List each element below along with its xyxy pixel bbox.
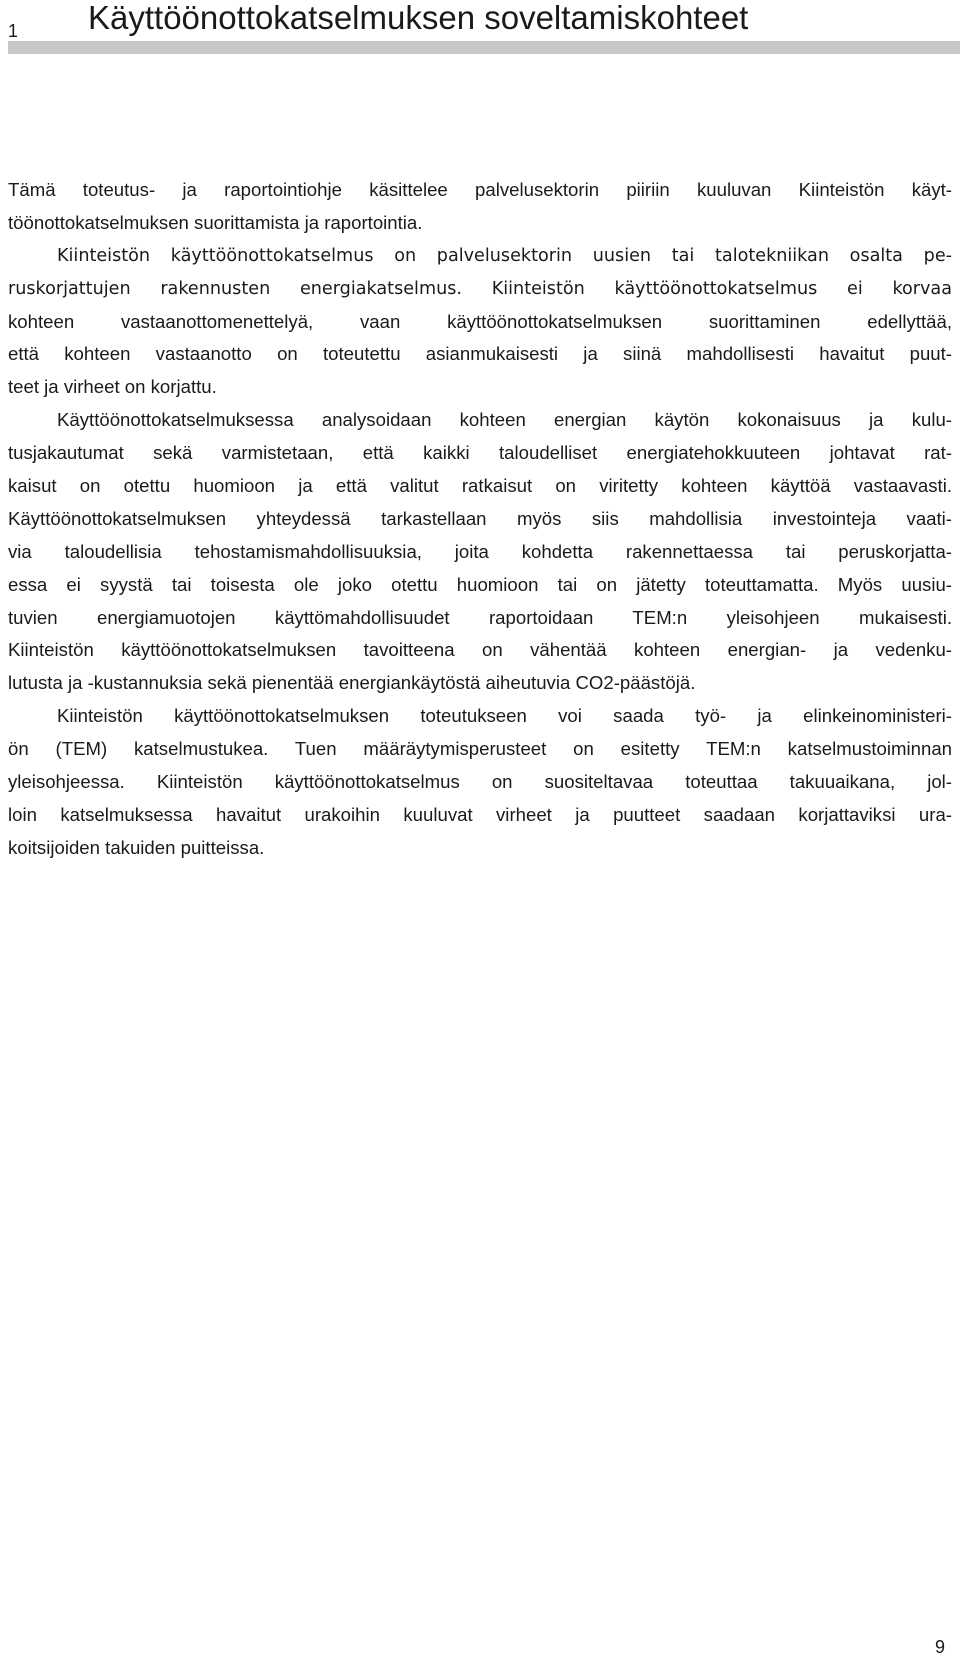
- text-line: Kiinteistön käyttöönottokatselmuksen toteutukseen voi saada työ- ja elinkeinoministeri-: [57, 705, 952, 727]
- text-line: Kiinteistön käyttöönottokatselmus on palvelusektorin uusien tai talotekniikan osalta pe-: [57, 245, 952, 266]
- text-line: Kiinteistön käyttöönottokatselmuksen tavoitteena on vähentää kohteen energian- ja vedenku-: [8, 639, 952, 661]
- text-line: Käyttöönottokatselmuksen yhteydessä tarkastellaan myös siis mahdollisia investointeja vaati-: [8, 507, 952, 529]
- text-line: teet ja virheet on korjattu.: [8, 376, 217, 398]
- text-line: essa ei syystä tai toisesta ole joko otettu huomioon tai on jätetty toteuttamatta. Myös uusiu-: [8, 573, 952, 595]
- text-line: että kohteen vastaanotto on toteutettu asianmukaisesti ja siinä mahdollisesti havaitut puut-: [8, 343, 952, 365]
- text-line: Käyttöönottokatselmuksessa analysoidaan kohteen energian käytön kokonaisuus ja kulu-: [57, 409, 952, 431]
- text-line: koitsijoiden takuiden puitteissa.: [8, 836, 265, 858]
- section-number: 1: [8, 21, 19, 41]
- text-line: loin katselmuksessa havaitut urakoihin kuuluvat virheet ja puutteet saadaan korjattaviksi ura-: [8, 803, 952, 825]
- text-line: ön (TEM) katselmustukea. Tuen määräytymisperusteet on esitetty TEM:n katselmustoiminnan: [8, 738, 952, 760]
- text-line: yleisohjeessa. Kiinteistön käyttöönottokatselmus on suositeltavaa toteuttaa takuuaikana, jol-: [8, 771, 952, 793]
- body-text: [8, 174, 952, 865]
- text-line: ruskorjattujen rakennusten energiakatselmus. Kiinteistön käyttöönottokatselmus ei korvaa: [8, 278, 952, 299]
- page-number: 9: [934, 1637, 945, 1657]
- heading-underline-bar: [8, 41, 960, 54]
- section-title: Käyttöönottokatselmuksen soveltamiskohteet: [88, 0, 749, 36]
- text-line: via taloudellisia tehostamismahdollisuuksia, joita kohdetta rakennettaessa tai peruskorjatta-: [8, 540, 952, 562]
- text-line: Tämä toteutus- ja raportointiohje käsittelee palvelusektorin piiriin kuuluvan Kiinteistön käyt-: [8, 179, 952, 200]
- text-line: töönottokatselmuksen suorittamista ja raportointia.: [8, 211, 423, 233]
- section-heading: [8, 0, 952, 48]
- text-line: kohteen vastaanottomenettelyä, vaan käyttöönottokatselmuksen suorittaminen edellyttää,: [8, 310, 952, 332]
- text-line: tusjakautumat sekä varmistetaan, että kaikki taloudelliset energiatehokkuuteen johtavat rat-: [8, 442, 952, 464]
- text-line: lutusta ja -kustannuksia sekä pienentää energiankäytöstä aiheutuvia CO2-päästöjä.: [8, 672, 696, 694]
- text-line: tuvien energiamuotojen käyttömahdollisuudet raportoidaan TEM:n yleisohjeen mukaisesti.: [8, 606, 952, 628]
- text-line: kaisut on otettu huomioon ja että valitut ratkaisut on viritetty kohteen käyttöä vastaavasti.: [8, 475, 952, 497]
